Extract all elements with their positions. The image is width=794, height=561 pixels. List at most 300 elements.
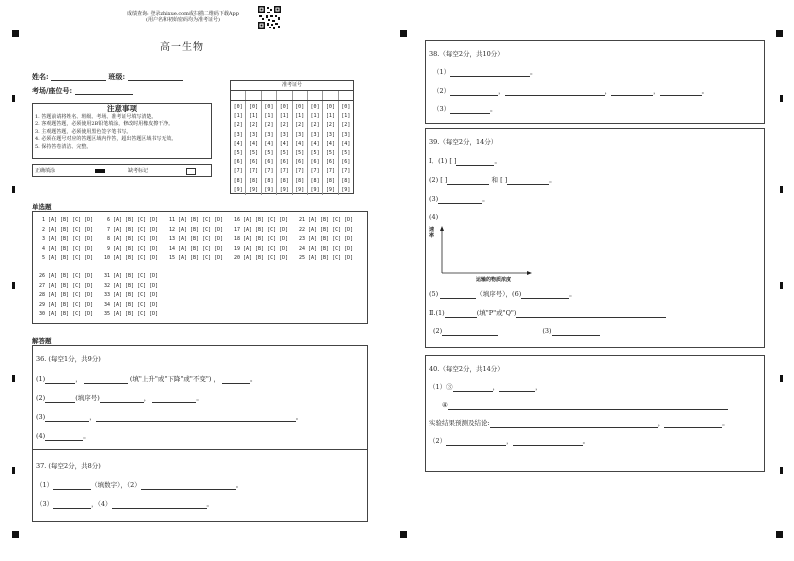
mcq-options[interactable]: [A] [B] [C] [D]: [308, 255, 354, 261]
exam-id-bubble[interactable]: [4]: [264, 140, 274, 147]
exam-id-bubble[interactable]: [3]: [233, 131, 243, 138]
exam-id-bubble[interactable]: [5]: [233, 150, 243, 157]
correct-fill-label: 正确填涂: [35, 168, 56, 174]
absent-mark-checkbox[interactable]: [186, 168, 196, 175]
class-field[interactable]: [128, 73, 183, 81]
q40-label-1: （1）③: [429, 383, 453, 391]
mcq-number: 2: [41, 226, 45, 233]
mcq-question: [101, 254, 158, 263]
answer-blank[interactable]: [499, 384, 535, 392]
q39-ii1-hint: (填"P"或"Q"): [476, 309, 517, 317]
exam-id-bubble[interactable]: [0]: [264, 104, 274, 110]
mcq-number: 29: [38, 301, 45, 308]
exam-id-bubble[interactable]: [0]: [279, 104, 289, 110]
exam-id-bubble[interactable]: [0]: [233, 104, 243, 110]
exam-id-bubble[interactable]: [2]: [325, 122, 335, 129]
exam-id-bubble[interactable]: [7]: [341, 168, 351, 175]
exam-id-column: [293, 101, 308, 195]
mcq-number: 24: [298, 245, 305, 252]
notes-item: 3. 主观题答题，必须使用黑色签字笔书写。: [35, 128, 132, 135]
q39-row5: (5) （填序号），(6) 。: [429, 290, 576, 298]
q38-row3: （3） 。: [433, 105, 497, 113]
exam-id-bubble[interactable]: [5]: [310, 150, 320, 157]
exam-id-bubble[interactable]: [5]: [295, 150, 305, 157]
q39-label-2: (2): [429, 176, 439, 184]
mcq-options[interactable]: [A] [B] [C] [D]: [243, 245, 289, 252]
correct-fill-sample: [95, 169, 105, 173]
mcq-question: [101, 301, 158, 310]
exam-id-bubble[interactable]: [1]: [341, 113, 351, 120]
exam-id-bubble[interactable]: [4]: [325, 140, 335, 147]
mcq-question: [101, 282, 158, 291]
exam-id-bubble[interactable]: [5]: [249, 150, 259, 157]
exam-id-bubble[interactable]: [6]: [249, 159, 259, 166]
header-notice: [113, 11, 253, 23]
exam-id-bubble[interactable]: [7]: [264, 168, 274, 175]
exam-id-bubble[interactable]: [7]: [325, 168, 335, 175]
q39-row7: [433, 327, 600, 336]
exam-id-bubble[interactable]: [3]: [264, 131, 274, 138]
mcq-options[interactable]: [A] [B] [C] [D]: [113, 245, 159, 252]
mcq-options[interactable]: [A] [B] [C] [D]: [243, 217, 289, 223]
q39-label-6: （填序号），(6): [476, 290, 522, 298]
q36-row4: (4) 。: [36, 432, 90, 440]
exam-id-bubble[interactable]: [2]: [295, 122, 305, 129]
answer-blank[interactable]: [96, 414, 296, 422]
exam-id-bubble[interactable]: [2]: [249, 122, 259, 129]
mcq-options[interactable]: [A] [B] [C] [D]: [113, 282, 159, 289]
mcq-question: [36, 235, 93, 244]
answer-blank[interactable]: [440, 291, 476, 299]
notes-item: 1. 答题前请将姓名、班级、考场、准考证号填写清楚。: [35, 114, 157, 120]
timing-mark: [12, 375, 15, 382]
answer-blank[interactable]: [141, 482, 236, 490]
answer-blank[interactable]: [100, 395, 144, 403]
q37-head: 37. (每空2分，共8分): [36, 462, 101, 470]
timing-mark: [780, 467, 783, 474]
exam-id-bubble[interactable]: [7]: [249, 168, 259, 175]
q37-label-2: （填数字），（2）: [91, 481, 141, 489]
answer-blank[interactable]: [438, 196, 482, 204]
mcq-question: [101, 310, 158, 319]
corner-mark-br: [776, 531, 783, 538]
q38-label-1: （1）: [433, 68, 451, 76]
exam-id-bubble[interactable]: [2]: [233, 122, 243, 129]
mcq-number: 22: [298, 226, 305, 233]
exam-id-bubble[interactable]: [0]: [249, 104, 259, 110]
exam-id-bubble[interactable]: [1]: [233, 113, 243, 120]
exam-id-title: 准考证号: [231, 81, 353, 91]
notes-list: [33, 114, 211, 151]
exam-id-bubble[interactable]: [6]: [233, 159, 243, 166]
q40-row1: （1）③ ， ，: [429, 383, 542, 391]
notes-title: 注意事项: [107, 104, 137, 113]
mcq-question: [166, 226, 223, 235]
absent-mark-label: 缺考标记: [128, 168, 149, 174]
answer-blank[interactable]: [152, 395, 196, 403]
exam-id-bubble[interactable]: [9]: [249, 186, 259, 193]
answer-blank[interactable]: [450, 106, 490, 114]
mcq-number: 15: [168, 255, 175, 261]
mcq-options[interactable]: [A] [B] [C] [D]: [308, 236, 354, 242]
mcq-options[interactable]: [A] [B] [C] [D]: [113, 301, 159, 308]
exam-id-bubble[interactable]: [6]: [325, 159, 335, 166]
exam-id-bubble[interactable]: [2]: [264, 122, 274, 129]
mcq-question: [36, 291, 93, 300]
exam-id-bubble[interactable]: [2]: [341, 122, 351, 129]
q40-head: 40.（每空2分，共14分）: [429, 365, 504, 373]
mcq-number: 7: [106, 226, 110, 233]
timing-mark-mid: [400, 531, 407, 538]
mcq-question: [166, 254, 223, 263]
answer-blank[interactable]: [112, 501, 207, 509]
mcq-question: [101, 291, 158, 300]
answer-blank[interactable]: [447, 177, 489, 185]
exam-id-bubble[interactable]: [6]: [295, 159, 305, 166]
mcq-number: 32: [103, 282, 110, 289]
exam-id-bubble[interactable]: [1]: [279, 113, 289, 120]
q39-bracket-a: [ ]: [440, 176, 448, 184]
mcq-options[interactable]: [A] [B] [C] [D]: [178, 255, 224, 261]
q37-box: [32, 449, 368, 522]
exam-id-bubble[interactable]: [3]: [249, 131, 259, 138]
q39-label-5: (5): [429, 290, 439, 298]
page-title: 高一生物: [160, 42, 204, 53]
q39-row4: [429, 213, 438, 222]
mcq-box: [32, 211, 368, 324]
mcq-question: [296, 235, 353, 244]
exam-id-bubble[interactable]: [1]: [264, 113, 274, 120]
exam-id-bubble[interactable]: [7]: [279, 168, 289, 175]
exam-id-bubble[interactable]: [7]: [310, 168, 320, 175]
exam-id-bubble[interactable]: [6]: [279, 159, 289, 166]
exam-id-bubble[interactable]: [6]: [341, 159, 351, 166]
mcq-number: 35: [103, 311, 110, 317]
exam-id-bubble[interactable]: [4]: [341, 140, 351, 147]
mcq-question: [231, 226, 288, 235]
mcq-number: 17: [233, 226, 240, 233]
answer-blank[interactable]: [446, 438, 506, 446]
q36-row2: (2) (填序号) ， 。: [36, 394, 203, 402]
mcq-number: 4: [41, 245, 45, 252]
q40-row4: （2） ， 。: [429, 437, 590, 445]
seat-field[interactable]: [75, 87, 133, 95]
mcq-number: 6: [106, 217, 110, 223]
mcq-options[interactable]: [A] [B] [C] [D]: [113, 217, 159, 223]
mcq-options[interactable]: [A] [B] [C] [D]: [178, 236, 224, 242]
exam-id-bubble[interactable]: [1]: [295, 113, 305, 120]
exam-id-bubble[interactable]: [5]: [279, 150, 289, 157]
mcq-options[interactable]: [A] [B] [C] [D]: [48, 301, 94, 308]
mcq-number: 3: [41, 236, 45, 242]
exam-id-bubble[interactable]: [8]: [233, 177, 243, 184]
q37-label-3: （3）: [36, 500, 54, 508]
corner-mark-tl: [12, 30, 19, 37]
q40-label-4: （2）: [429, 437, 447, 445]
exam-id-bubble[interactable]: [3]: [279, 131, 289, 138]
mcq-question: [231, 245, 288, 254]
mcq-question: [36, 282, 93, 291]
mcq-number: 21: [298, 217, 305, 223]
answer-blank[interactable]: [450, 69, 530, 77]
answer-blank[interactable]: [490, 420, 658, 428]
mcq-options[interactable]: [A] [B] [C] [D]: [48, 236, 94, 242]
answer-blank[interactable]: [453, 384, 493, 392]
exam-id-bubble[interactable]: [7]: [233, 168, 243, 175]
mcq-options[interactable]: [A] [B] [C] [D]: [113, 292, 159, 298]
q39-axis-x-label: 运输的物质浓度: [476, 277, 512, 283]
exam-id-column: [339, 101, 353, 195]
notes-item: 4. 必须在题号对应的答题区域内作答，超出答题区域书写无效。: [35, 136, 177, 143]
exam-id-bubble[interactable]: [4]: [295, 140, 305, 147]
answer-blank[interactable]: [513, 438, 583, 446]
exam-id-bubble[interactable]: [9]: [264, 186, 274, 193]
mcq-question: [36, 301, 93, 310]
answer-blank[interactable]: [516, 310, 666, 318]
answer-blank[interactable]: [442, 328, 498, 336]
mcq-options[interactable]: [A] [B] [C] [D]: [48, 292, 94, 298]
exam-id-bubble[interactable]: [8]: [249, 177, 259, 184]
q38-row2: （2） ， ， ， 。: [433, 87, 709, 95]
mcq-number: 16: [233, 217, 240, 223]
q39-label-4: (4): [429, 213, 439, 221]
q37-row2: （3） ，（4） 。: [36, 500, 214, 508]
timing-mark: [780, 375, 783, 382]
mcq-options[interactable]: [A] [B] [C] [D]: [48, 273, 94, 279]
q36-label-4: (4): [36, 432, 46, 440]
exam-id-bubble[interactable]: [8]: [325, 177, 335, 184]
q39-ii1: Ⅱ.(1): [429, 309, 445, 317]
exam-id-bubble[interactable]: [9]: [295, 186, 305, 193]
answer-blank[interactable]: [53, 482, 91, 490]
mcq-options[interactable]: [A] [B] [C] [D]: [308, 245, 354, 252]
exam-id-bubble[interactable]: [1]: [325, 113, 335, 120]
mcq-options[interactable]: [A] [B] [C] [D]: [308, 226, 354, 233]
q37-label-4: ，（4）: [91, 500, 112, 508]
q38-head: 38.（每空2分，共10分）: [429, 50, 504, 58]
mcq-options[interactable]: [A] [B] [C] [D]: [178, 226, 224, 233]
exam-id-bubble[interactable]: [0]: [295, 104, 305, 110]
name-label: 姓名:: [32, 72, 49, 81]
mcq-options[interactable]: [A] [B] [C] [D]: [48, 226, 94, 233]
mcq-question: [101, 245, 158, 254]
mcq-number: 27: [38, 282, 45, 289]
exam-id-bubble[interactable]: [8]: [279, 177, 289, 184]
student-seat-row: [32, 86, 133, 95]
corner-mark-tr: [776, 30, 783, 37]
q36-label-2: (2): [36, 394, 46, 402]
mcq-options[interactable]: [A] [B] [C] [D]: [113, 311, 159, 317]
mcq-options[interactable]: [A] [B] [C] [D]: [113, 273, 159, 279]
q39-ii3: (3): [542, 327, 552, 335]
q36-row1: (1) ， (填"上升"或"下降"或"不变") ， 。: [36, 375, 257, 383]
q38-row1: （1） 。: [433, 68, 537, 76]
exam-id-column: [246, 101, 261, 195]
timing-mark: [780, 95, 783, 102]
exam-id-bubble[interactable]: [5]: [325, 150, 335, 157]
mcq-question: [101, 226, 158, 235]
answer-blank[interactable]: [222, 376, 250, 384]
answer-blank[interactable]: [450, 88, 498, 96]
mcq-question: [296, 254, 353, 263]
exam-id-bubble[interactable]: [9]: [310, 186, 320, 193]
exam-id-write-cells: [231, 91, 353, 101]
exam-id-bubble[interactable]: [5]: [341, 150, 351, 157]
exam-id-column: [277, 101, 292, 195]
exam-id-bubble[interactable]: [0]: [310, 104, 320, 110]
exam-id-bubble[interactable]: [3]: [310, 131, 320, 138]
mcq-options[interactable]: [A] [B] [C] [D]: [48, 217, 94, 223]
exam-id-column: [323, 101, 338, 195]
q39-row1: Ⅰ．(1) [ ] 。: [429, 157, 501, 165]
exam-id-bubble[interactable]: [4]: [233, 140, 243, 147]
timing-mark: [12, 467, 15, 474]
qr-code-icon: [257, 5, 282, 30]
answer-blank[interactable]: [505, 88, 605, 96]
exam-id-bubble[interactable]: [6]: [264, 159, 274, 166]
answer-blank[interactable]: [660, 88, 702, 96]
exam-id-box: [230, 80, 354, 194]
mcq-section-title: 单选题: [32, 203, 52, 211]
mcq-question: [296, 226, 353, 235]
mcq-options[interactable]: [A] [B] [C] [D]: [243, 255, 289, 261]
exam-id-column: [262, 101, 277, 195]
mcq-options[interactable]: [A] [B] [C] [D]: [178, 217, 224, 223]
essay-section-title: 解答题: [32, 337, 52, 345]
exam-id-bubble[interactable]: [4]: [279, 140, 289, 147]
exam-id-bubble[interactable]: [0]: [341, 104, 351, 110]
mcq-number: 9: [106, 245, 110, 252]
mcq-options[interactable]: [A] [B] [C] [D]: [113, 226, 159, 233]
exam-id-bubble[interactable]: [7]: [295, 168, 305, 175]
answer-blank[interactable]: [45, 376, 75, 384]
answer-blank[interactable]: [611, 88, 653, 96]
exam-id-bubble[interactable]: [2]: [279, 122, 289, 129]
mcq-question: [231, 235, 288, 244]
exam-id-bubble[interactable]: [8]: [295, 177, 305, 184]
exam-id-bubble[interactable]: [4]: [310, 140, 320, 147]
answer-blank[interactable]: [53, 501, 91, 509]
exam-id-bubble[interactable]: [2]: [310, 122, 320, 129]
notes-item: 2. 客观题答题，必须使用2B铅笔填涂，修改时用橡皮擦干净。: [35, 121, 174, 128]
answer-blank[interactable]: [45, 414, 89, 422]
mcq-options[interactable]: [A] [B] [C] [D]: [48, 311, 94, 317]
q38-label-3: （3）: [433, 105, 451, 113]
q39-and: 和: [491, 176, 499, 184]
exam-id-bubble[interactable]: [9]: [279, 186, 289, 193]
q40-box: [425, 355, 765, 472]
mcq-options[interactable]: [A] [B] [C] [D]: [178, 245, 224, 252]
q39-row3: (3) 。: [429, 195, 489, 203]
seat-label: 考场/座位号:: [32, 86, 73, 95]
q39-axis-y-label: 速率: [429, 227, 435, 239]
exam-id-bubble[interactable]: [3]: [341, 131, 351, 138]
answer-blank[interactable]: [664, 420, 722, 428]
answer-blank[interactable]: [45, 433, 83, 441]
mcq-number: 25: [298, 255, 305, 261]
timing-mark: [12, 95, 15, 102]
exam-id-bubble[interactable]: [8]: [310, 177, 320, 184]
q37-row1: （1） （填数字），（2） 。: [36, 481, 243, 489]
q36-head: 36. (每空1分，共9分): [36, 355, 101, 363]
mcq-question: [36, 216, 93, 225]
exam-id-bubble[interactable]: [3]: [325, 131, 335, 138]
exam-id-bubble[interactable]: [9]: [325, 186, 335, 193]
fill-example-box: [32, 164, 212, 177]
q40-row2: [442, 401, 728, 410]
exam-id-bubble[interactable]: [8]: [264, 177, 274, 184]
exam-id-bubble[interactable]: [8]: [341, 177, 351, 184]
q39-ii2: (2): [433, 327, 443, 335]
exam-id-bubble[interactable]: [1]: [310, 113, 320, 120]
exam-id-bubble[interactable]: [9]: [233, 186, 243, 193]
corner-mark-bl: [12, 531, 19, 538]
mcq-number: 30: [38, 311, 45, 317]
exam-id-bubble[interactable]: [0]: [325, 104, 335, 110]
mcq-number: 31: [103, 273, 110, 279]
answer-blank[interactable]: [507, 177, 549, 185]
mcq-options[interactable]: [A] [B] [C] [D]: [243, 236, 289, 242]
exam-id-bubble[interactable]: [4]: [249, 140, 259, 147]
exam-id-bubble[interactable]: [1]: [249, 113, 259, 120]
mcq-question: [36, 310, 93, 319]
mcq-options[interactable]: [A] [B] [C] [D]: [48, 282, 94, 289]
mcq-number: 34: [103, 301, 110, 308]
mcq-question: [36, 226, 93, 235]
mcq-options[interactable]: [A] [B] [C] [D]: [113, 255, 159, 261]
mcq-options[interactable]: [A] [B] [C] [D]: [48, 245, 94, 252]
mcq-number: 10: [103, 255, 110, 261]
q40-row3: 实验结果预测及结论: ， 。: [429, 419, 729, 427]
exam-id-bubble[interactable]: [6]: [310, 159, 320, 166]
mcq-number: 1: [41, 217, 45, 223]
mcq-options[interactable]: [A] [B] [C] [D]: [243, 226, 289, 233]
notes-box: [32, 103, 212, 159]
q40-label-2: ④: [442, 401, 448, 409]
exam-id-bubble[interactable]: [5]: [264, 150, 274, 157]
mcq-number: 18: [233, 236, 240, 242]
mcq-question: [166, 235, 223, 244]
answer-blank[interactable]: [45, 395, 75, 403]
name-field[interactable]: [51, 73, 106, 81]
answer-blank[interactable]: [456, 158, 494, 166]
mcq-question: [36, 245, 93, 254]
exam-id-bubble[interactable]: [9]: [341, 186, 351, 193]
timing-mark: [780, 282, 783, 289]
exam-id-column: [231, 101, 246, 195]
answer-blank[interactable]: [445, 310, 477, 318]
exam-id-column: [308, 101, 323, 195]
mcq-options[interactable]: [A] [B] [C] [D]: [308, 217, 354, 223]
q40-label-3: 实验结果预测及结论:: [429, 419, 490, 427]
student-name-row: [32, 72, 183, 81]
q39-head: 39.（每空2分，14分）: [429, 138, 498, 146]
mcq-options[interactable]: [A] [B] [C] [D]: [48, 255, 94, 261]
mcq-question: [101, 235, 158, 244]
q39-bracket-b: [ ]: [500, 176, 508, 184]
exam-id-bubble[interactable]: [3]: [295, 131, 305, 138]
answer-blank[interactable]: [552, 328, 600, 336]
q39-graph-axes: [434, 225, 534, 281]
mcq-question: [296, 216, 353, 225]
header-notice-line1: 成绩查询: 登录zhixue.com或扫描二维码下载App: [127, 11, 239, 17]
answer-blank[interactable]: [84, 376, 128, 384]
answer-blank[interactable]: [448, 402, 728, 410]
mcq-options[interactable]: [A] [B] [C] [D]: [113, 236, 159, 242]
answer-blank[interactable]: [521, 291, 569, 299]
mcq-question: [36, 254, 93, 263]
q39-box: [425, 128, 765, 348]
